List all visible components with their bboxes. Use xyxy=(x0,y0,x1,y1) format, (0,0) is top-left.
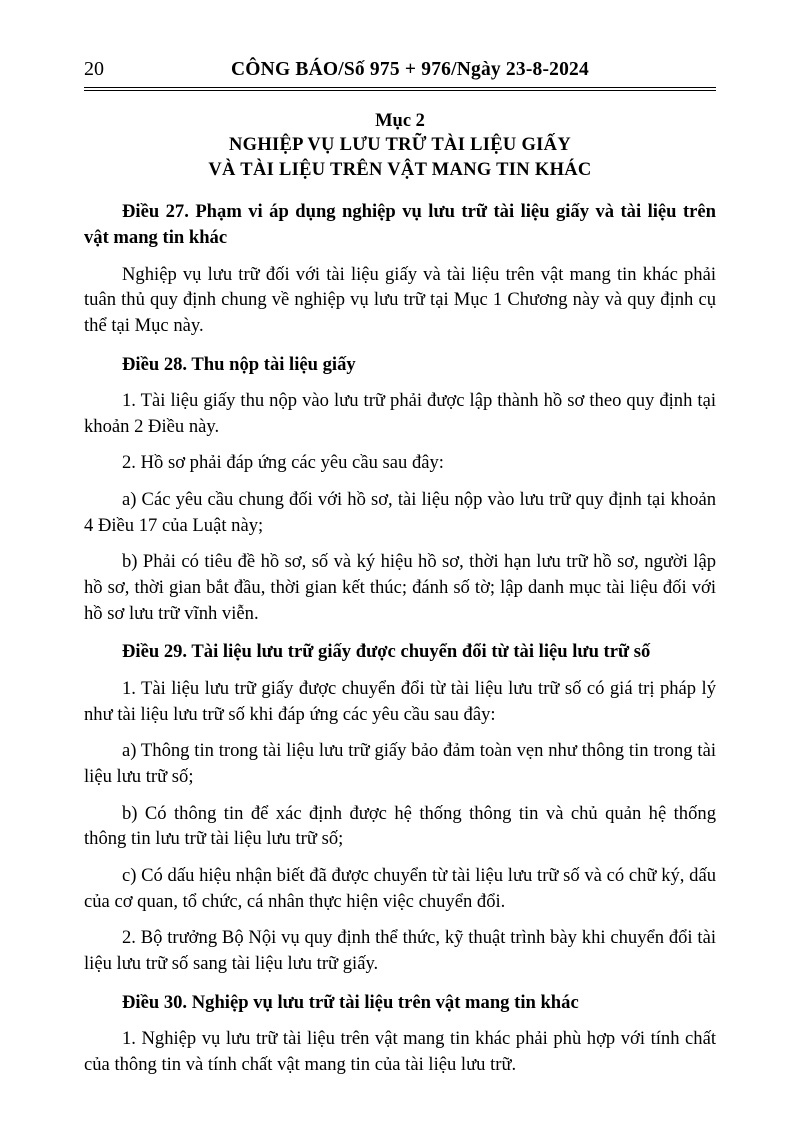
section-title-line-1: NGHIỆP VỤ LƯU TRỮ TÀI LIỆU GIẤY xyxy=(228,135,572,156)
section-title-line-2: VÀ TÀI LIỆU TRÊN VẬT MANG TIN KHÁC xyxy=(208,159,592,180)
page-header xyxy=(84,58,716,85)
article-30-clause-1: 1. Nghiệp vụ lưu trữ tài liệu trên vật mang tin khác phải phù hợp với tính chất của thông tin và tính chất vật mang tin của tài liệu lưu trữ. xyxy=(84,1028,716,1075)
article-28-clause-2b: b) Phải có tiêu đề hồ sơ, số và ký hiệu hồ sơ, thời hạn lưu trữ hồ sơ, người lập hồ sơ, thời gian bắt đầu, thời gian kết thúc; đánh số tờ; lập danh mục tài liệu đối với hồ sơ lưu trữ vĩnh viễn. xyxy=(84,551,716,624)
document-body xyxy=(84,199,716,1077)
article-29-clause-1: 1. Tài liệu lưu trữ giấy được chuyển đổi từ tài liệu lưu trữ số có giá trị pháp lý như tài liệu lưu trữ số khi đáp ứng các yêu cầu sau đây: xyxy=(84,678,716,725)
header-title: CÔNG BÁO/Số 975 + 976/Ngày 23-8-2024 xyxy=(231,59,589,80)
article-28-heading: Điều 28. Thu nộp tài liệu giấy xyxy=(122,353,356,375)
section-heading xyxy=(84,109,716,182)
header-divider xyxy=(84,87,716,91)
page-number: 20 xyxy=(84,58,104,80)
article-28-clause-1: 1. Tài liệu giấy thu nộp vào lưu trữ phải được lập thành hồ sơ theo quy định tại khoản 2 Điều này. xyxy=(84,390,716,437)
article-27-heading: Điều 27. Phạm vi áp dụng nghiệp vụ lưu trữ tài liệu giấy và tài liệu trên vật mang tin khác xyxy=(84,201,716,248)
article-29-clause-1b: b) Có thông tin để xác định được hệ thống thông tin và chủ quản hệ thống thông tin lưu trữ tài liệu lưu trữ số; xyxy=(84,802,716,850)
article-28-clause-2: 2. Hồ sơ phải đáp ứng các yêu cầu sau đây: xyxy=(122,452,444,474)
article-29-clause-2: 2. Bộ trưởng Bộ Nội vụ quy định thể thức, kỹ thuật trình bày khi chuyển đổi tài liệu lưu trữ số sang tài liệu lưu trữ giấy. xyxy=(84,927,716,974)
article-29-clause-1a: a) Thông tin trong tài liệu lưu trữ giấy bảo đảm toàn vẹn như thông tin trong tài liệu lưu trữ số; xyxy=(84,740,716,788)
article-30-heading: Điều 30. Nghiệp vụ lưu trữ tài liệu trên vật mang tin khác xyxy=(122,991,579,1013)
article-27-body: Nghiệp vụ lưu trữ đối với tài liệu giấy và tài liệu trên vật mang tin khác phải tuân thủ quy định chung về nghiệp vụ lưu trữ tại Mục 1 Chương này và quy định cụ thể tại Mục này. xyxy=(84,263,716,336)
section-label: Mục 2 xyxy=(375,111,425,131)
article-29-heading: Điều 29. Tài liệu lưu trữ giấy được chuyển đổi từ tài liệu lưu trữ số xyxy=(122,641,651,663)
article-28-clause-2a: a) Các yêu cầu chung đối với hồ sơ, tài liệu nộp vào lưu trữ quy định tại khoản 4 Điều 17 của Luật này; xyxy=(84,489,716,536)
article-29-clause-1c: c) Có dấu hiệu nhận biết đã được chuyển từ tài liệu lưu trữ số và có chữ ký, dấu của cơ quan, tổ chức, cá nhân thực hiện việc chuyển đổi. xyxy=(84,865,716,912)
